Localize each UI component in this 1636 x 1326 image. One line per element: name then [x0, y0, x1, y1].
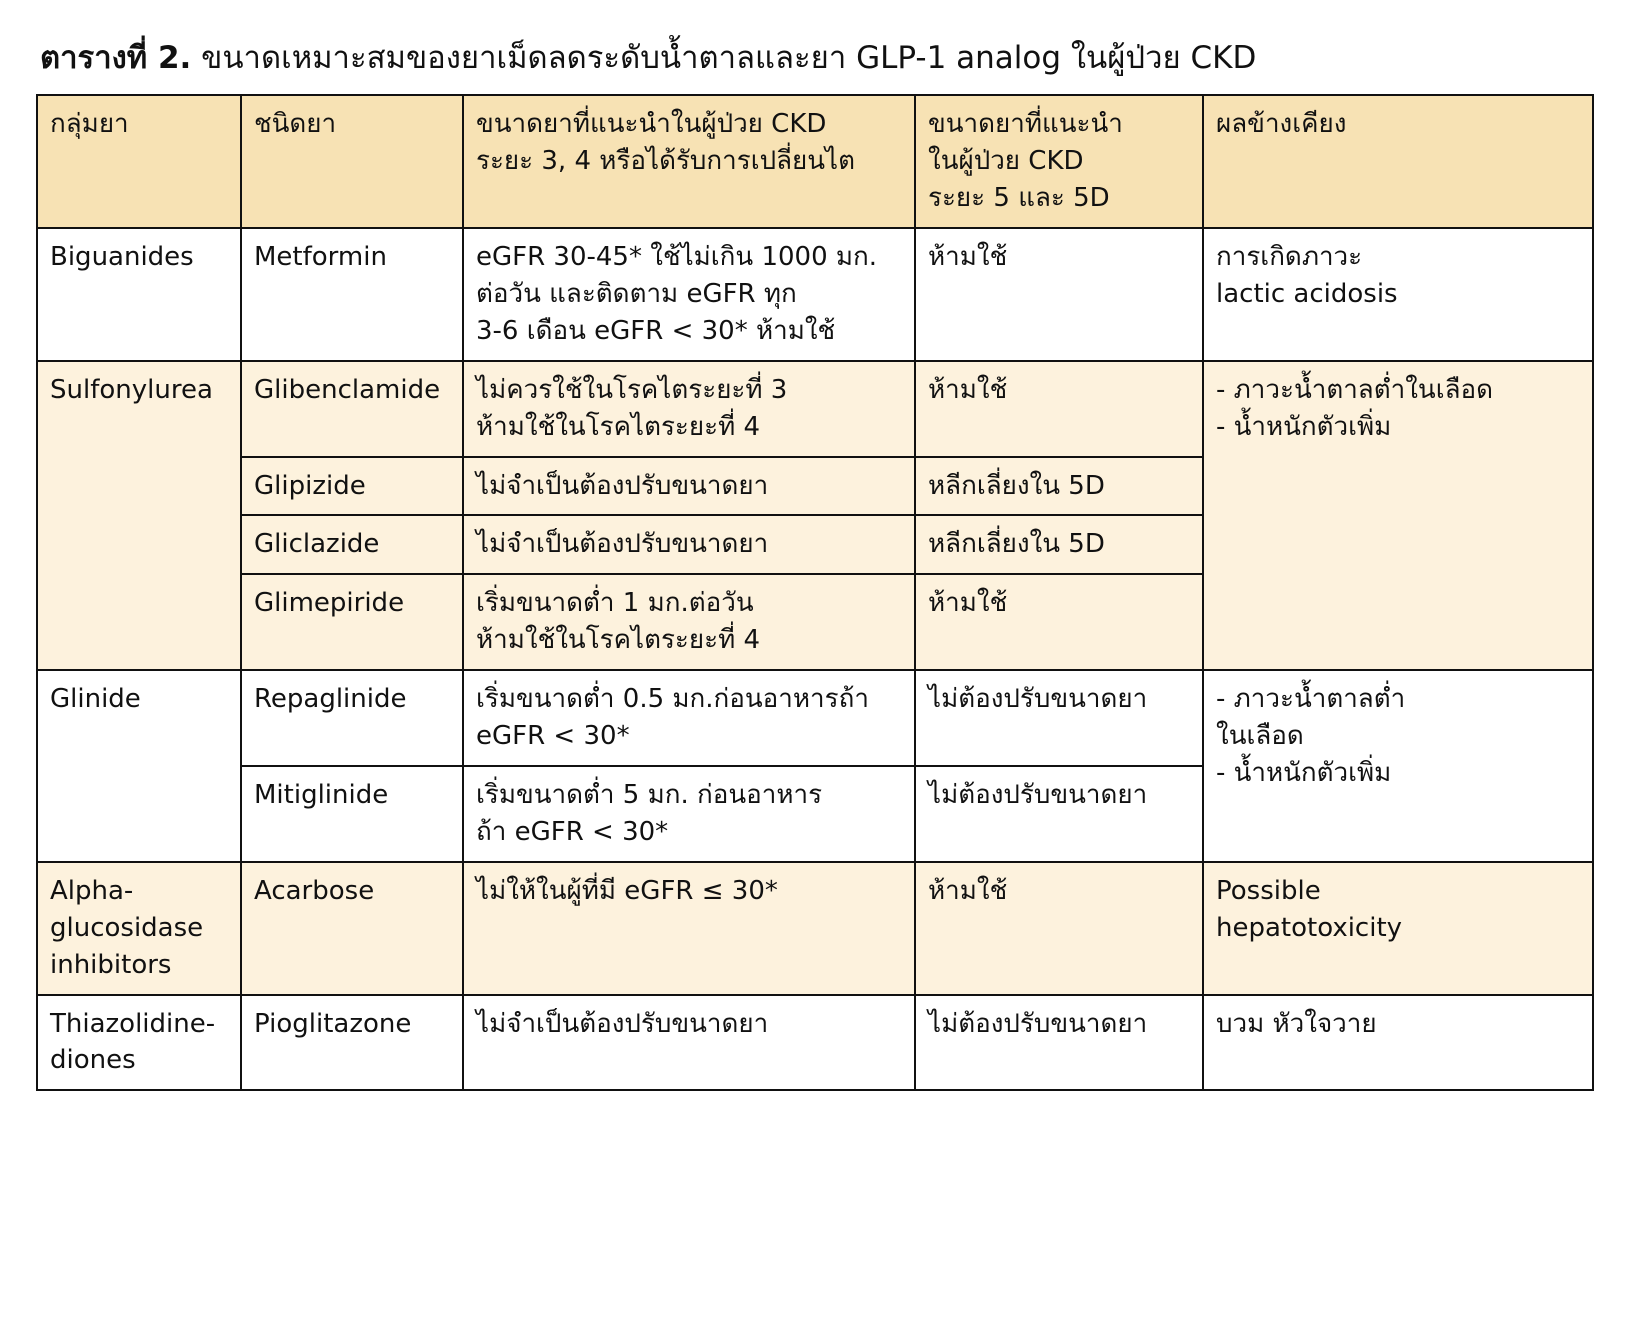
cell-dose-ckd5: ไม่ต้องปรับขนาดยา: [915, 670, 1203, 766]
table-row: [37, 670, 1593, 766]
dose-line: ต่อวัน และติดตาม eGFR ทุก: [476, 278, 797, 309]
table-row: [37, 361, 1593, 457]
dose-line: เริ่มขนาดต่ำ 0.5 มก.ก่อนอาหารถ้า: [476, 684, 869, 715]
cell-dose-ckd34: [463, 862, 915, 995]
drug-class-line: Alpha-: [50, 875, 134, 906]
cell-dose-ckd5: ห้ามใช้: [915, 361, 1203, 457]
table-row: [37, 995, 1593, 1091]
cell-drug-name: Gliclazide: [241, 515, 463, 574]
cell-drug-class: Biguanides: [37, 228, 241, 361]
cell-side-effects: [1203, 361, 1593, 670]
side-effect-line: การเกิดภาวะ: [1216, 242, 1363, 273]
drug-dosing-table: [36, 94, 1594, 1091]
side-effect-line: - ภาวะน้ำตาลต่ำในเลือด: [1216, 374, 1494, 405]
side-effect-line: lactic acidosis: [1216, 278, 1398, 309]
dose-line: เริ่มขนาดต่ำ 5 มก. ก่อนอาหาร: [476, 779, 823, 810]
cell-drug-class: [37, 862, 241, 995]
side-effect-line: hepatotoxicity: [1216, 912, 1403, 943]
cell-dose-ckd5: หลีกเลี่ยงใน 5D: [915, 457, 1203, 516]
dose-line: ไม่จำเป็นต้องปรับขนาดยา: [476, 529, 769, 560]
cell-dose-ckd5: ไม่ต้องปรับขนาดยา: [915, 766, 1203, 862]
dose-line: เริ่มขนาดต่ำ 1 มก.ต่อวัน: [476, 588, 754, 619]
table-row: [37, 228, 1593, 361]
side-effect-line: - ภาวะน้ำตาลต่ำ: [1216, 684, 1406, 715]
table-row: [37, 862, 1593, 995]
cell-dose-ckd34: [463, 574, 915, 670]
dose-line: ไม่ให้ในผู้ที่มี eGFR ≤ 30*: [476, 875, 778, 906]
cell-side-effects: [1203, 995, 1593, 1091]
cell-drug-name: Acarbose: [241, 862, 463, 995]
drug-class-line: Thiazolidine-: [50, 1008, 216, 1039]
column-header-drug-class: กลุ่มยา: [37, 95, 241, 228]
column-header-dose-ckd34: [463, 95, 915, 228]
cell-dose-ckd5: หลีกเลี่ยงใน 5D: [915, 515, 1203, 574]
side-effect-line: ในเลือด: [1216, 721, 1304, 752]
dose-line: ไม่ควรใช้ในโรคไตระยะที่ 3: [476, 374, 788, 405]
drug-class-line: glucosidase: [50, 912, 204, 943]
cell-drug-name: Glimepiride: [241, 574, 463, 670]
drug-class-line: diones: [50, 1045, 136, 1076]
cell-dose-ckd5: ไม่ต้องปรับขนาดยา: [915, 995, 1203, 1091]
cell-dose-ckd34: [463, 457, 915, 516]
side-effect-line: บวม หัวใจวาย: [1216, 1008, 1377, 1039]
column-header-dose-ckd34-line2: ระยะ 3, 4 หรือได้รับการเปลี่ยนไต: [476, 146, 856, 177]
column-header-side-effects: ผลข้างเคียง: [1203, 95, 1593, 228]
column-header-dose-ckd5-line3: ระยะ 5 และ 5D: [928, 183, 1110, 214]
cell-dose-ckd34: [463, 361, 915, 457]
dose-line: ห้ามใช้ในโรคไตระยะที่ 4: [476, 625, 761, 656]
cell-side-effects: [1203, 228, 1593, 361]
cell-dose-ckd34: [463, 670, 915, 766]
cell-drug-class: [37, 995, 241, 1091]
drug-class-line: inhibitors: [50, 949, 172, 980]
cell-dose-ckd34: [463, 995, 915, 1091]
cell-drug-class: Glinide: [37, 670, 241, 862]
table-caption-text: ขนาดเหมาะสมของยาเม็ดลดระดับน้ำตาลและยา GLP-1 analog ในผู้ป่วย CKD: [201, 40, 1257, 76]
dose-line: ไม่จำเป็นต้องปรับขนาดยา: [476, 470, 769, 501]
side-effect-line: - น้ำหนักตัวเพิ่ม: [1216, 411, 1392, 442]
dose-line: ถ้า eGFR < 30*: [476, 816, 669, 847]
cell-side-effects: [1203, 862, 1593, 995]
table-caption: [40, 38, 1600, 78]
column-header-dose-ckd5-line1: ขนาดยาที่แนะนำ: [928, 109, 1123, 140]
column-header-dose-ckd5-line2: ในผู้ป่วย CKD: [928, 146, 1084, 177]
dose-line: 3-6 เดือน eGFR < 30* ห้ามใช้: [476, 315, 836, 346]
cell-side-effects: [1203, 670, 1593, 862]
dose-line: ไม่จำเป็นต้องปรับขนาดยา: [476, 1008, 769, 1039]
cell-dose-ckd34: [463, 515, 915, 574]
cell-dose-ckd34: [463, 228, 915, 361]
cell-drug-name: Repaglinide: [241, 670, 463, 766]
cell-dose-ckd34: [463, 766, 915, 862]
cell-drug-name: Glibenclamide: [241, 361, 463, 457]
dose-line: eGFR 30-45* ใช้ไม่เกิน 1000 มก.: [476, 242, 878, 273]
cell-dose-ckd5: ห้ามใช้: [915, 574, 1203, 670]
dose-line: ห้ามใช้ในโรคไตระยะที่ 4: [476, 411, 761, 442]
cell-drug-name: Mitiglinide: [241, 766, 463, 862]
column-header-dose-ckd34-line1: ขนาดยาที่แนะนำในผู้ป่วย CKD: [476, 109, 827, 140]
cell-dose-ckd5: ห้ามใช้: [915, 228, 1203, 361]
cell-drug-name: Pioglitazone: [241, 995, 463, 1091]
column-header-dose-ckd5: [915, 95, 1203, 228]
side-effect-line: - น้ำหนักตัวเพิ่ม: [1216, 757, 1392, 788]
cell-dose-ckd5: ห้ามใช้: [915, 862, 1203, 995]
dose-line: eGFR < 30*: [476, 721, 630, 752]
table-caption-label: ตารางที่ 2.: [40, 40, 192, 76]
table-header-row: [37, 95, 1593, 228]
cell-drug-name: Glipizide: [241, 457, 463, 516]
side-effect-line: Possible: [1216, 875, 1321, 906]
cell-drug-class: Sulfonylurea: [37, 361, 241, 670]
column-header-drug-name: ชนิดยา: [241, 95, 463, 228]
cell-drug-name: Metformin: [241, 228, 463, 361]
